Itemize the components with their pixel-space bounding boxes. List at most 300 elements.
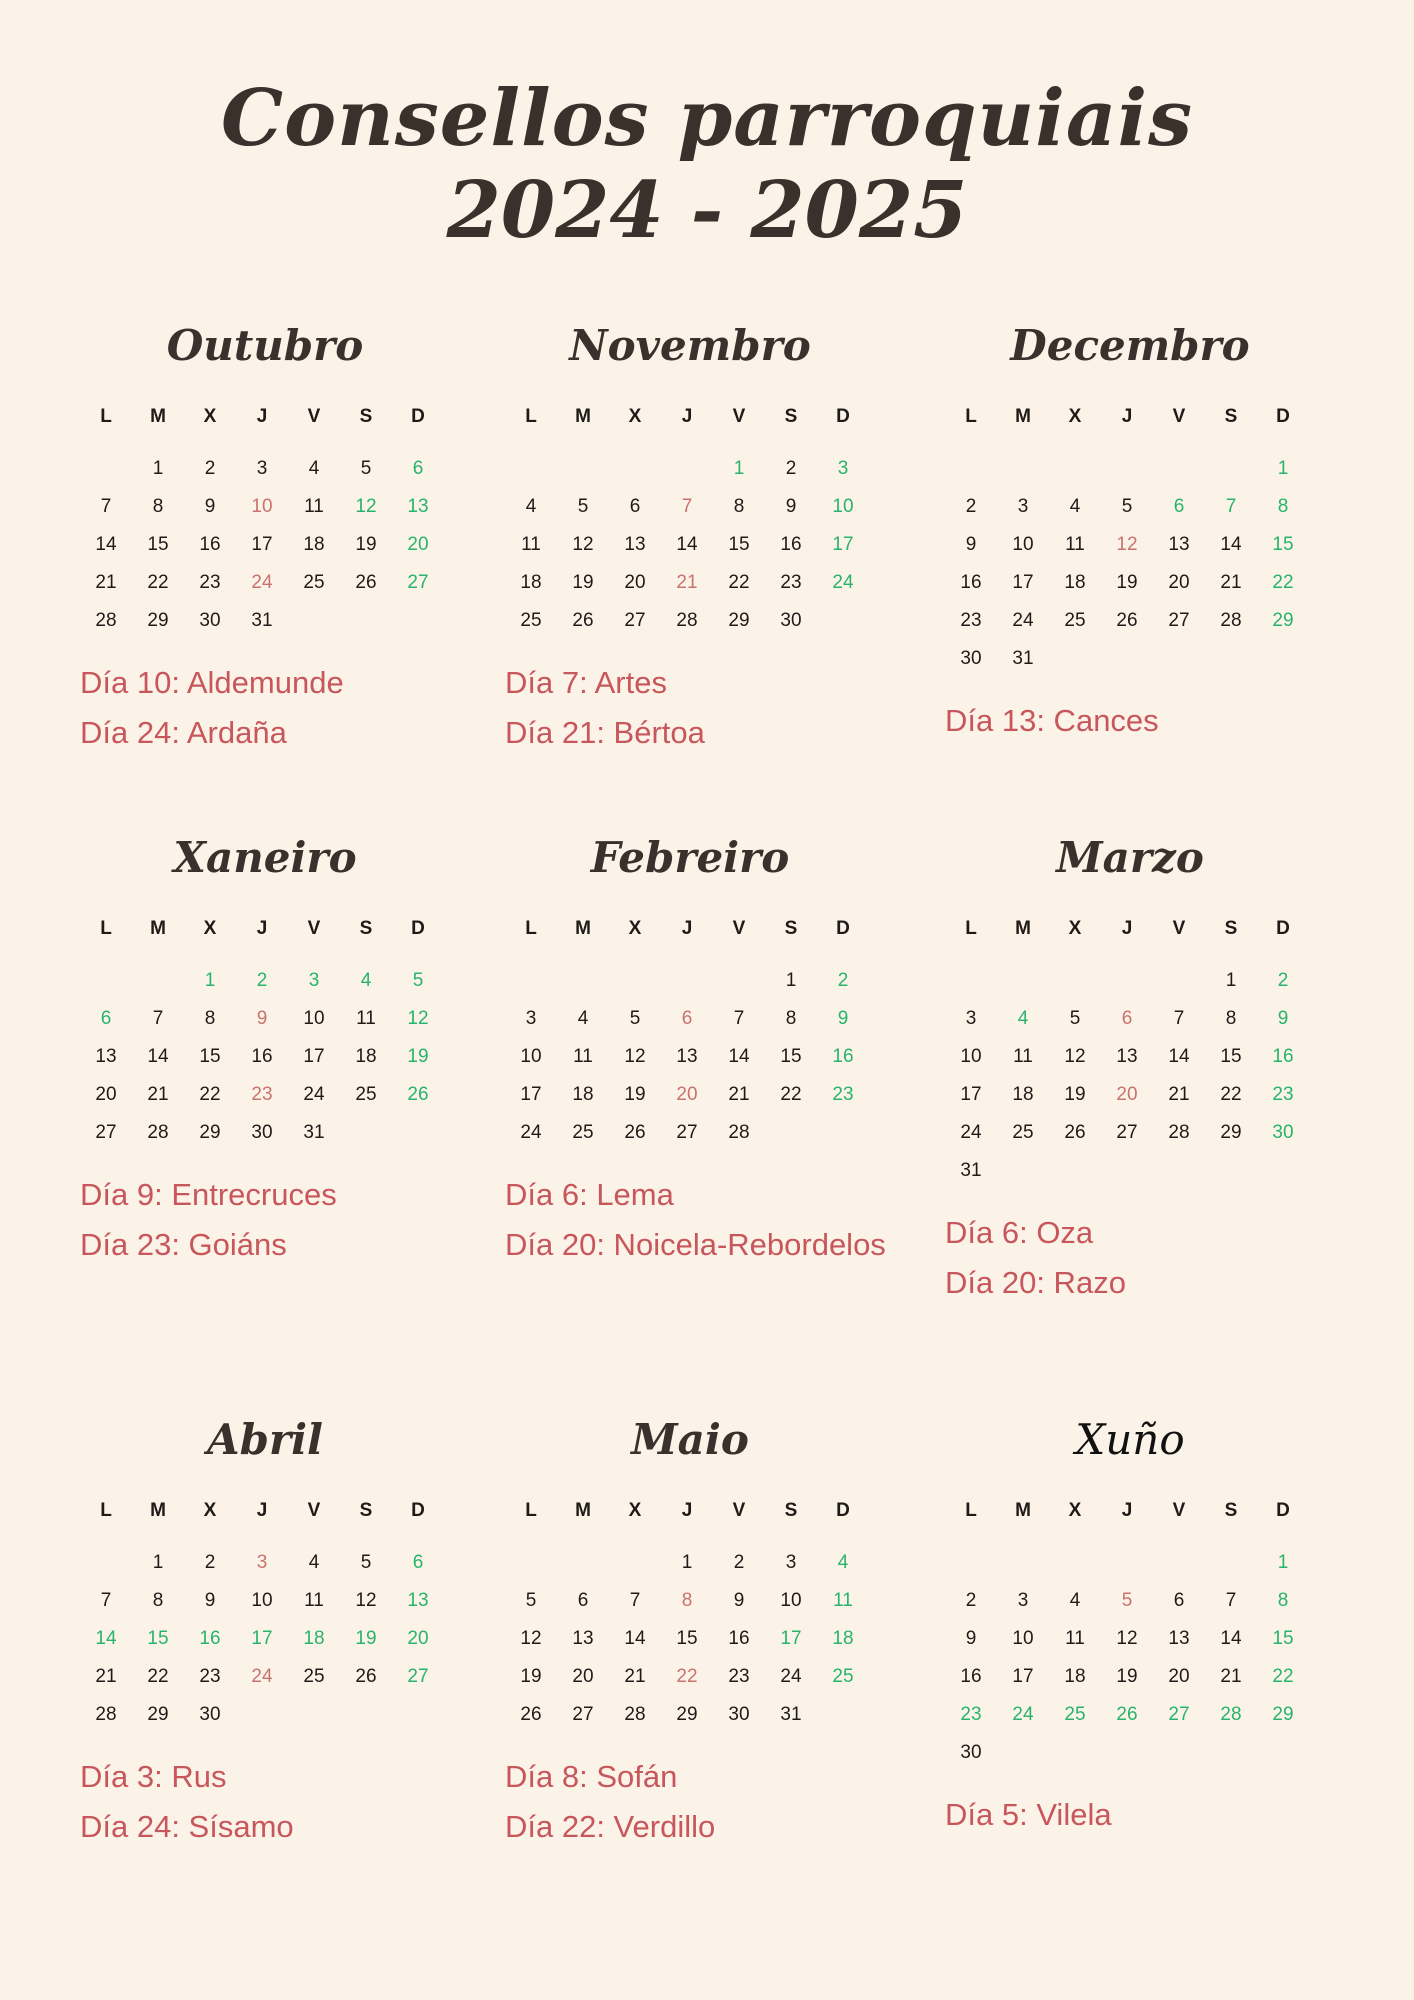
empty-day-cell xyxy=(505,450,557,488)
day-cell: 21 xyxy=(1220,572,1242,593)
day-cell: 16 xyxy=(960,572,982,593)
event-item: Día 23: Goiáns xyxy=(80,1227,287,1262)
day-cell: 27 xyxy=(624,610,646,631)
day-cell: 4 xyxy=(525,496,537,517)
day-cell: 18 xyxy=(1012,1084,1034,1105)
day-cell: 16 xyxy=(199,534,221,555)
day-cell: 7 xyxy=(681,496,693,517)
day-cell: 10 xyxy=(960,1046,982,1067)
weekday-header: J xyxy=(256,918,268,939)
day-cell: 25 xyxy=(832,1666,854,1687)
day-cell: 15 xyxy=(780,1046,802,1067)
day-cell: 3 xyxy=(525,1008,537,1029)
weekday-header: M xyxy=(575,1500,591,1521)
day-cell: 13 xyxy=(1116,1046,1138,1067)
day-cell: 29 xyxy=(1220,1122,1242,1143)
day-cell: 2 xyxy=(733,1552,745,1573)
empty-day-cell xyxy=(557,962,609,1000)
day-cell: 12 xyxy=(1116,534,1138,555)
day-cell: 19 xyxy=(624,1084,646,1105)
day-cell: 9 xyxy=(965,534,977,555)
weekday-header: S xyxy=(784,406,798,427)
day-cell: 20 xyxy=(1116,1084,1138,1105)
day-cell: 2 xyxy=(965,496,977,517)
day-cell: 4 xyxy=(837,1552,849,1573)
weekday-header: D xyxy=(411,406,425,427)
day-cell: 5 xyxy=(1069,1008,1081,1029)
day-cell: 26 xyxy=(355,572,377,593)
day-cell: 14 xyxy=(1220,534,1242,555)
day-cell: 6 xyxy=(577,1590,589,1611)
day-cell: 3 xyxy=(256,1552,268,1573)
weekday-header: D xyxy=(411,1500,425,1521)
day-cell: 16 xyxy=(780,534,802,555)
day-cell: 30 xyxy=(960,648,982,669)
month-name: Febreiro xyxy=(590,833,790,882)
empty-day-cell xyxy=(609,962,661,1000)
empty-day-cell xyxy=(945,1544,997,1582)
month-name: Marzo xyxy=(1056,833,1204,882)
weekday-header: V xyxy=(1172,406,1186,427)
day-cell: 19 xyxy=(1116,1666,1138,1687)
council-events xyxy=(505,1170,886,1270)
day-cell: 14 xyxy=(728,1046,750,1067)
day-cell: 31 xyxy=(960,1160,982,1181)
day-cell: 2 xyxy=(204,458,216,479)
calendar-grid xyxy=(80,914,444,1152)
month-calendar-marzo xyxy=(945,830,1315,1308)
weekday-header: S xyxy=(1224,1500,1238,1521)
day-cell: 8 xyxy=(785,1008,797,1029)
day-cell: 9 xyxy=(204,496,216,517)
empty-day-cell xyxy=(1153,1544,1205,1582)
weekday-header: J xyxy=(1121,918,1133,939)
day-cell: 22 xyxy=(199,1084,221,1105)
month-calendar-abril xyxy=(80,1412,450,1852)
day-cell: 29 xyxy=(199,1122,221,1143)
day-cell: 12 xyxy=(572,534,594,555)
weekday-header: V xyxy=(1172,1500,1186,1521)
day-cell: 1 xyxy=(681,1552,693,1573)
day-cell: 5 xyxy=(360,1552,372,1573)
day-cell: 24 xyxy=(780,1666,802,1687)
empty-day-cell xyxy=(80,450,132,488)
calendar-grid xyxy=(945,914,1309,1190)
day-cell: 14 xyxy=(147,1046,169,1067)
day-cell: 3 xyxy=(1017,496,1029,517)
day-cell: 23 xyxy=(199,572,221,593)
day-cell: 3 xyxy=(308,970,320,991)
day-cell: 17 xyxy=(960,1084,982,1105)
day-cell: 12 xyxy=(1064,1046,1086,1067)
weekday-header: S xyxy=(359,1500,373,1521)
day-cell: 29 xyxy=(676,1704,698,1725)
weekday-header: M xyxy=(575,918,591,939)
day-cell: 4 xyxy=(308,458,320,479)
council-events xyxy=(505,658,875,758)
day-cell: 11 xyxy=(1013,1046,1033,1067)
event-item: Día 7: Artes xyxy=(505,665,667,700)
weekday-header: D xyxy=(1276,1500,1290,1521)
day-cell: 3 xyxy=(256,458,268,479)
day-cell: 23 xyxy=(832,1084,854,1105)
weekday-header: S xyxy=(784,918,798,939)
day-cell: 16 xyxy=(728,1628,750,1649)
event-item: Día 24: Ardaña xyxy=(80,715,287,750)
day-cell: 28 xyxy=(676,610,698,631)
day-cell: 8 xyxy=(681,1590,693,1611)
day-cell: 20 xyxy=(1168,572,1190,593)
day-cell: 12 xyxy=(355,496,377,517)
day-cell: 26 xyxy=(1116,1704,1138,1725)
month-name: Outubro xyxy=(166,321,364,370)
day-cell: 1 xyxy=(785,970,797,991)
weekday-header: V xyxy=(732,918,746,939)
page-subtitle-years: 2024 - 2025 xyxy=(446,165,968,256)
day-cell: 20 xyxy=(407,534,429,555)
day-cell: 8 xyxy=(1225,1008,1237,1029)
weekday-header: X xyxy=(203,1500,217,1521)
day-cell: 30 xyxy=(960,1742,982,1763)
day-cell: 13 xyxy=(624,534,646,555)
empty-day-cell xyxy=(1153,450,1205,488)
day-cell: 14 xyxy=(624,1628,646,1649)
day-cell: 9 xyxy=(733,1590,745,1611)
day-cell: 23 xyxy=(251,1084,273,1105)
month-calendar-xaneiro xyxy=(80,830,450,1270)
empty-day-cell xyxy=(1101,962,1153,1000)
event-item: Día 3: Rus xyxy=(80,1759,227,1794)
calendar-grid xyxy=(505,1496,869,1734)
day-cell: 13 xyxy=(95,1046,117,1067)
day-cell: 21 xyxy=(95,1666,117,1687)
weekday-header: D xyxy=(1276,406,1290,427)
weekday-header: M xyxy=(150,406,166,427)
event-item: Día 5: Vilela xyxy=(945,1797,1112,1832)
day-cell: 20 xyxy=(572,1666,594,1687)
empty-day-cell xyxy=(945,450,997,488)
month-calendar-novembro xyxy=(505,318,875,758)
day-cell: 15 xyxy=(199,1046,221,1067)
day-cell: 3 xyxy=(785,1552,797,1573)
weekday-header: S xyxy=(1224,918,1238,939)
day-cell: 27 xyxy=(1116,1122,1138,1143)
empty-day-cell xyxy=(1205,450,1257,488)
day-cell: 16 xyxy=(832,1046,854,1067)
day-cell: 3 xyxy=(1017,1590,1029,1611)
day-cell: 13 xyxy=(1168,534,1190,555)
day-cell: 28 xyxy=(95,1704,117,1725)
day-cell: 7 xyxy=(100,496,112,517)
day-cell: 10 xyxy=(303,1008,325,1029)
day-cell: 5 xyxy=(1121,1590,1133,1611)
day-cell: 15 xyxy=(1272,1628,1294,1649)
day-cell: 2 xyxy=(256,970,268,991)
weekday-header: L xyxy=(525,1500,537,1521)
day-cell: 25 xyxy=(355,1084,377,1105)
council-events xyxy=(80,658,450,758)
weekday-header: V xyxy=(732,1500,746,1521)
day-cell: 18 xyxy=(520,572,542,593)
day-cell: 31 xyxy=(780,1704,802,1725)
day-cell: 31 xyxy=(303,1122,325,1143)
day-cell: 29 xyxy=(1272,610,1294,631)
weekday-header: S xyxy=(784,1500,798,1521)
day-cell: 17 xyxy=(1012,572,1034,593)
day-cell: 17 xyxy=(251,1628,273,1649)
empty-day-cell xyxy=(1101,450,1153,488)
empty-day-cell xyxy=(557,450,609,488)
day-cell: 6 xyxy=(100,1008,112,1029)
day-cell: 23 xyxy=(199,1666,221,1687)
day-cell: 30 xyxy=(199,610,221,631)
day-cell: 5 xyxy=(577,496,589,517)
month-name: Decembro xyxy=(1010,321,1250,370)
day-cell: 21 xyxy=(624,1666,646,1687)
month-name: Novembro xyxy=(569,321,811,370)
empty-day-cell xyxy=(557,1544,609,1582)
day-cell: 6 xyxy=(629,496,641,517)
day-cell: 1 xyxy=(733,458,745,479)
weekday-header: L xyxy=(100,918,112,939)
day-cell: 20 xyxy=(407,1628,429,1649)
day-cell: 11 xyxy=(304,496,324,517)
calendar-grid xyxy=(80,1496,444,1734)
day-cell: 6 xyxy=(1121,1008,1133,1029)
day-cell: 7 xyxy=(1225,496,1237,517)
event-item: Día 22: Verdillo xyxy=(505,1809,716,1844)
weekday-header: V xyxy=(732,406,746,427)
weekday-header: V xyxy=(307,406,321,427)
weekday-header: L xyxy=(100,1500,112,1521)
weekday-header: J xyxy=(681,406,693,427)
weekday-header: L xyxy=(525,918,537,939)
month-calendar-outubro xyxy=(80,318,450,758)
weekday-header: S xyxy=(359,918,373,939)
day-cell: 27 xyxy=(1168,610,1190,631)
event-item: Día 6: Oza xyxy=(945,1215,1094,1250)
weekday-header: M xyxy=(1015,918,1031,939)
day-cell: 26 xyxy=(624,1122,646,1143)
empty-day-cell xyxy=(997,450,1049,488)
day-cell: 15 xyxy=(1220,1046,1242,1067)
day-cell: 15 xyxy=(676,1628,698,1649)
day-cell: 5 xyxy=(629,1008,641,1029)
day-cell: 20 xyxy=(95,1084,117,1105)
calendar-grid xyxy=(80,402,444,640)
day-cell: 25 xyxy=(1064,1704,1086,1725)
day-cell: 24 xyxy=(251,572,273,593)
day-cell: 23 xyxy=(728,1666,750,1687)
day-cell: 9 xyxy=(965,1628,977,1649)
day-cell: 17 xyxy=(520,1084,542,1105)
day-cell: 10 xyxy=(520,1046,542,1067)
day-cell: 24 xyxy=(960,1122,982,1143)
day-cell: 19 xyxy=(355,1628,377,1649)
day-cell: 29 xyxy=(1272,1704,1294,1725)
weekday-header: J xyxy=(681,1500,693,1521)
day-cell: 28 xyxy=(728,1122,750,1143)
weekday-header: V xyxy=(307,1500,321,1521)
day-cell: 22 xyxy=(1220,1084,1242,1105)
day-cell: 14 xyxy=(676,534,698,555)
day-cell: 20 xyxy=(1168,1666,1190,1687)
day-cell: 4 xyxy=(1017,1008,1029,1029)
day-cell: 7 xyxy=(629,1590,641,1611)
day-cell: 14 xyxy=(95,534,117,555)
day-cell: 13 xyxy=(572,1628,594,1649)
event-item: Día 13: Cances xyxy=(945,703,1159,738)
weekday-header: M xyxy=(150,918,166,939)
day-cell: 12 xyxy=(520,1628,542,1649)
day-cell: 29 xyxy=(728,610,750,631)
weekday-header: X xyxy=(1068,1500,1082,1521)
day-cell: 25 xyxy=(572,1122,594,1143)
day-cell: 3 xyxy=(965,1008,977,1029)
day-cell: 17 xyxy=(251,534,273,555)
day-cell: 19 xyxy=(355,534,377,555)
empty-day-cell xyxy=(997,1544,1049,1582)
day-cell: 2 xyxy=(785,458,797,479)
day-cell: 27 xyxy=(1168,1704,1190,1725)
month-name: Abril xyxy=(207,1415,323,1464)
day-cell: 18 xyxy=(303,534,325,555)
weekday-header: J xyxy=(256,406,268,427)
day-cell: 26 xyxy=(355,1666,377,1687)
weekday-header: X xyxy=(203,918,217,939)
weekday-header: M xyxy=(575,406,591,427)
month-calendar-maio xyxy=(505,1412,875,1852)
weekday-header: V xyxy=(307,918,321,939)
day-cell: 11 xyxy=(1065,534,1085,555)
empty-day-cell xyxy=(1049,1544,1101,1582)
day-cell: 7 xyxy=(1173,1008,1185,1029)
weekday-header: J xyxy=(256,1500,268,1521)
day-cell: 4 xyxy=(1069,496,1081,517)
council-events xyxy=(80,1752,450,1852)
weekday-header: D xyxy=(836,406,850,427)
day-cell: 11 xyxy=(833,1590,853,1611)
empty-day-cell xyxy=(1049,962,1101,1000)
day-cell: 16 xyxy=(1272,1046,1294,1067)
day-cell: 19 xyxy=(407,1046,429,1067)
day-cell: 7 xyxy=(733,1008,745,1029)
day-cell: 13 xyxy=(407,1590,429,1611)
day-cell: 5 xyxy=(525,1590,537,1611)
day-cell: 9 xyxy=(256,1008,268,1029)
day-cell: 1 xyxy=(152,1552,164,1573)
day-cell: 7 xyxy=(1225,1590,1237,1611)
event-item: Día 24: Sísamo xyxy=(80,1809,294,1844)
day-cell: 28 xyxy=(1220,610,1242,631)
day-cell: 24 xyxy=(832,572,854,593)
weekday-header: V xyxy=(1172,918,1186,939)
day-cell: 25 xyxy=(1064,610,1086,631)
day-cell: 1 xyxy=(1277,458,1289,479)
weekday-header: L xyxy=(965,918,977,939)
day-cell: 20 xyxy=(624,572,646,593)
weekday-header: X xyxy=(1068,918,1082,939)
day-cell: 23 xyxy=(960,610,982,631)
event-item: Día 10: Aldemunde xyxy=(80,665,344,700)
day-cell: 22 xyxy=(1272,1666,1294,1687)
day-cell: 30 xyxy=(251,1122,273,1143)
day-cell: 10 xyxy=(1012,1628,1034,1649)
calendar-grid xyxy=(505,914,869,1152)
day-cell: 29 xyxy=(147,1704,169,1725)
day-cell: 24 xyxy=(520,1122,542,1143)
day-cell: 14 xyxy=(1168,1046,1190,1067)
day-cell: 28 xyxy=(624,1704,646,1725)
empty-day-cell xyxy=(661,450,713,488)
day-cell: 7 xyxy=(100,1590,112,1611)
empty-day-cell xyxy=(713,962,765,1000)
day-cell: 10 xyxy=(832,496,854,517)
day-cell: 21 xyxy=(1168,1084,1190,1105)
weekday-header: X xyxy=(203,406,217,427)
day-cell: 15 xyxy=(728,534,750,555)
weekday-header: L xyxy=(965,406,977,427)
page-title: Consellos parroquiais xyxy=(221,73,1193,164)
day-cell: 17 xyxy=(1012,1666,1034,1687)
day-cell: 14 xyxy=(95,1628,117,1649)
event-item: Día 20: Noicela-Rebordelos xyxy=(505,1227,886,1262)
day-cell: 7 xyxy=(152,1008,164,1029)
day-cell: 4 xyxy=(1069,1590,1081,1611)
day-cell: 1 xyxy=(152,458,164,479)
weekday-header: L xyxy=(100,406,112,427)
day-cell: 28 xyxy=(1220,1704,1242,1725)
day-cell: 26 xyxy=(520,1704,542,1725)
weekday-header: X xyxy=(1068,406,1082,427)
weekday-header: X xyxy=(628,1500,642,1521)
day-cell: 21 xyxy=(1220,1666,1242,1687)
weekday-header: M xyxy=(150,1500,166,1521)
day-cell: 12 xyxy=(407,1008,429,1029)
day-cell: 6 xyxy=(1173,496,1185,517)
calendar-grid xyxy=(945,402,1309,678)
day-cell: 19 xyxy=(572,572,594,593)
day-cell: 18 xyxy=(355,1046,377,1067)
month-calendar-febreiro xyxy=(505,830,886,1270)
day-cell: 11 xyxy=(304,1590,324,1611)
month-name: Maio xyxy=(631,1415,749,1464)
day-cell: 3 xyxy=(837,458,849,479)
day-cell: 16 xyxy=(960,1666,982,1687)
weekday-header: D xyxy=(836,918,850,939)
empty-day-cell xyxy=(132,962,184,1000)
day-cell: 23 xyxy=(1272,1084,1294,1105)
day-cell: 10 xyxy=(1012,534,1034,555)
day-cell: 16 xyxy=(199,1628,221,1649)
council-events xyxy=(945,1208,1315,1308)
day-cell: 28 xyxy=(95,610,117,631)
day-cell: 13 xyxy=(676,1046,698,1067)
day-cell: 25 xyxy=(1012,1122,1034,1143)
day-cell: 23 xyxy=(960,1704,982,1725)
month-calendar-xuño xyxy=(945,1412,1315,1840)
day-cell: 2 xyxy=(204,1552,216,1573)
day-cell: 30 xyxy=(1272,1122,1294,1143)
council-events xyxy=(505,1752,875,1852)
empty-day-cell xyxy=(505,1544,557,1582)
day-cell: 17 xyxy=(780,1628,802,1649)
day-cell: 5 xyxy=(412,970,424,991)
weekday-header: M xyxy=(1015,1500,1031,1521)
day-cell: 8 xyxy=(204,1008,216,1029)
day-cell: 14 xyxy=(1220,1628,1242,1649)
day-cell: 27 xyxy=(676,1122,698,1143)
